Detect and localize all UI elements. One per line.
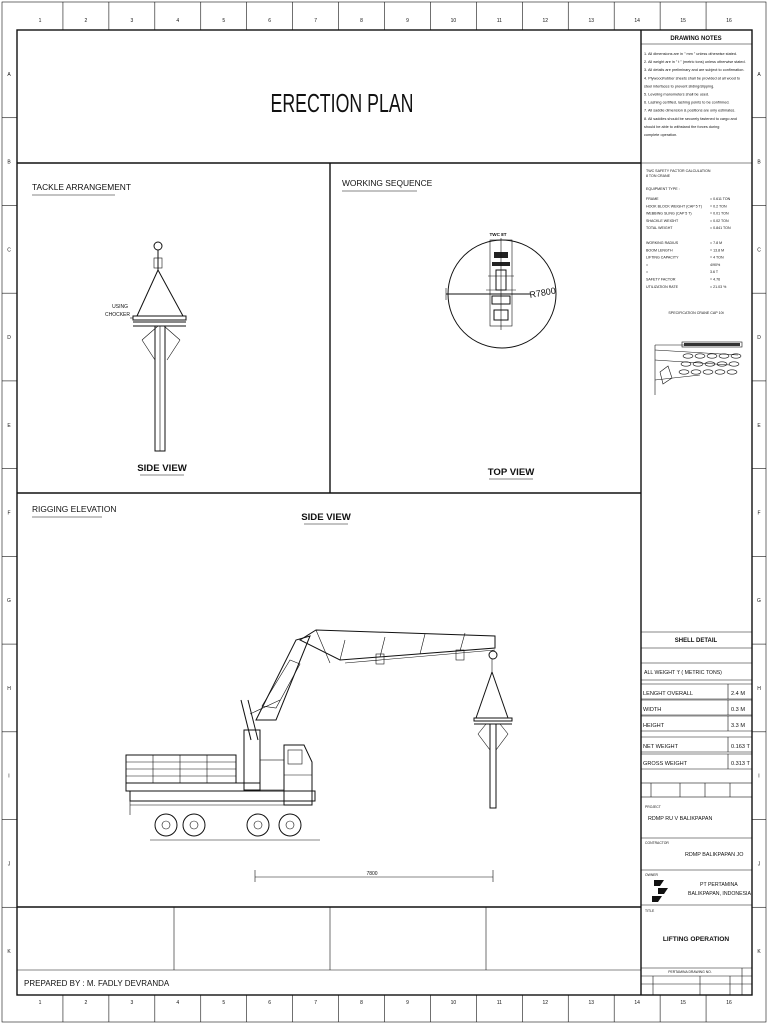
calc-row-value: = 13.8 M [710,248,725,253]
note-line: 8. All saddles should be securely fastened to cargo and [644,116,737,121]
note-line: should be able to withstand the forces during [644,124,720,129]
grid-column-label: 1 [38,18,42,24]
working-heading: WORKING SEQUENCE [342,178,433,188]
grid-row-label: D [757,335,761,342]
grid-column-label: 8 [360,18,363,24]
calc-row-label: HOOK BLOCK WEIGHT (CAP 5 T) [646,204,702,209]
shell-row-value: 3.3 M [731,723,745,729]
calc-row-value: = 0.01 TON [710,211,729,216]
grid-column-label: 15 [680,18,686,24]
calc-row-value: 4/90% [710,262,721,267]
owner-label: OWNER [645,873,658,877]
title-label: TITLE [645,909,655,913]
drawing-number-label: PERTAMINA DRAWING NO. [668,970,712,974]
calc-subheading: 8 TON CRANE [646,174,671,178]
grid-row-label: I [8,773,10,780]
contractor-value: RDMP BALIKPAPAN JO [685,852,744,858]
tackle-heading: TACKLE ARRANGEMENT [32,182,131,192]
calc-row-value: = 0.611 TON [710,197,731,201]
calc-heading: TWC SAFETY FACTOR CALCULATION [646,169,711,173]
grid-row-label: C [757,247,761,254]
calc-row-label: LIFTING CAPACITY [646,255,679,260]
calc-row-value: 3.6 T [710,270,719,275]
grid-column-label: 11 [496,1000,502,1006]
calc-row-value: = 7.8 M [710,241,723,245]
grid-row-label: G [757,598,761,605]
grid-column-label: 3 [130,1000,134,1006]
shell-heading: SHELL DETAIL [674,638,718,644]
grid-rows-right [752,72,766,955]
grid-rows-left [2,72,17,955]
crane-truck-drawing [126,630,512,840]
rigging-view-label: SIDE VIEW [301,512,351,523]
calc-row-label: SHACKLE WEIGHT [646,218,679,223]
grid-columns-top [39,2,732,30]
shell-table [641,684,752,769]
note-line: complete operation. [644,133,678,137]
grid-column-label: 12 [542,18,549,24]
working-twc-label: TWC 8T [489,232,507,237]
grid-column-label: 14 [634,1000,640,1006]
grid-row-label: I [758,773,760,780]
grid-row-label: K [7,949,11,956]
calc-row-value: = 4 TON [710,255,724,260]
calc-table [646,197,731,289]
note-line: 3. All details are preliminary and are subject to confirmation. [644,68,745,73]
crane-capacity-chart [655,342,742,395]
title-value: LIFTING OPERATION [662,936,730,943]
project-value: RDMP RU V BALIKPAPAN [648,816,713,822]
revision-strip [641,783,752,797]
grid-column-label: 8 [360,1000,363,1006]
calc-equipment-label: EQUIPMENT TYPE : [646,187,680,191]
tackle-view-label: SIDE VIEW [137,463,187,474]
grid-column-label: 1 [38,1000,42,1006]
shell-row-label: NET WEIGHT [643,744,679,750]
calc-row-value: = 0.02 TON [710,218,729,223]
inner-border [17,30,752,995]
contractor-label: CONTRACTOR [645,841,669,845]
calc-row-label: WORKING RADIUS [646,241,679,245]
prepared-by: PREPARED BY : M. FADLY DEVRANDA [24,979,170,988]
calc-row-value: = 21.03 % [710,284,727,289]
grid-column-label: 7 [314,18,317,24]
note-line: 2. All weight are in " t " (metric tons) unless otherwise stated. [644,60,746,65]
grid-column-label: 4 [176,18,180,24]
grid-row-label: H [7,685,11,692]
tackle-using-label: USING [112,304,128,310]
grid-row-label: E [757,422,761,429]
shell-row-label: LENGHT OVERALL [643,691,693,697]
shell-row-value: 0.163 T [731,744,750,750]
calc-row-value: = 4.76 [710,277,721,282]
shell-row-label: WIDTH [643,707,662,713]
crane-spec-label: SPECIFICATION CRANE CAP 10t [668,311,724,315]
grid-column-label: 14 [634,18,640,24]
calc-row-value: = 0.841 TON [710,226,731,231]
grid-column-label: 7 [314,1000,317,1006]
calc-row-label: FRAME [646,197,659,201]
pertamina-logo-icon [652,880,668,902]
grid-column-label: 16 [726,18,732,24]
rigging-heading: RIGGING ELEVATION [32,504,117,514]
grid-row-label: G [7,598,11,605]
owner-name: PT PERTAMINA [700,882,738,888]
grid-column-label: 5 [222,1000,226,1006]
grid-row-label: B [7,159,11,166]
grid-row-label: A [7,71,11,78]
grid-column-label: 3 [130,18,134,24]
grid-row-label: C [7,247,11,254]
drawing-title: ERECTION PLAN [270,88,414,118]
calc-row-label: BOOM LENGTH [646,248,673,253]
working-view-label: TOP VIEW [487,467,535,478]
project-label: PROJECT [645,805,661,809]
outer-border [2,2,766,1022]
calc-row-label: TOTAL WEIGHT [646,226,673,231]
grid-row-label: A [757,71,761,78]
grid-column-label: 16 [726,1000,732,1006]
owner-location: BALIKPAPAN, INDONESIA [688,891,751,897]
grid-row-label: H [757,685,761,692]
grid-columns-bottom [39,995,732,1022]
shell-row-value: 0.313 T [731,761,750,767]
tackle-side-view-drawing [130,242,186,451]
note-line: 5. Leveling manometers shall be used. [644,92,710,97]
grid-column-label: 4 [176,1000,180,1006]
calc-row-label: UTILIZATION RATE [646,284,679,289]
calc-row-value: = 0.2 TON [710,204,727,209]
shell-row-value: 2.4 M [731,691,745,697]
working-radius-label: R7800 [528,285,557,300]
note-line: 1. All dimensions are in " mm " unless otherwise stated. [644,52,738,56]
calc-row-label: WEBBING SLING (CAP 5 T) [646,211,692,216]
grid-row-label: F [757,510,761,517]
grid-column-label: 10 [450,18,457,24]
calc-row-label: = [646,262,649,267]
grid-row-label: J [7,861,11,868]
tackle-choker-label: CHOCKER [104,312,130,318]
grid-column-label: 9 [406,18,409,24]
shell-row-label: HEIGHT [643,723,665,729]
notes-list [644,52,746,137]
grid-row-label: J [757,861,761,868]
grid-column-label: 2 [84,1000,88,1006]
notes-heading: DRAWING NOTES [670,36,722,42]
grid-column-label: 11 [496,18,502,24]
note-line: 7. All saddle dimension & positions are only estimates. [644,108,736,113]
grid-row-label: D [7,335,11,342]
note-line: steel interfaces to prevent sliding/slipping. [644,84,715,89]
grid-column-label: 6 [268,1000,272,1006]
grid-column-label: 15 [680,1000,686,1006]
shell-row-value: 0.3 M [731,707,745,713]
calc-row-label: SAFETY FACTOR [646,277,676,282]
grid-column-label: 5 [222,18,226,24]
calc-row-label: = [646,270,649,275]
grid-row-label: F [7,510,11,517]
grid-column-label: 10 [450,1000,457,1006]
grid-column-label: 13 [588,18,594,24]
grid-column-label: 6 [268,18,272,24]
grid-column-label: 2 [84,18,88,24]
grid-row-label: E [7,422,11,429]
grid-column-label: 9 [406,1000,409,1006]
rigging-dimension-value: 7800 [366,871,378,877]
grid-column-label: 12 [542,1000,549,1006]
shell-row-label: GROSS WEIGHT [643,761,688,767]
note-line: 4. Plywood/rubber sheets shall be provided at all wood to [644,76,741,81]
shell-units: ALL WEIGHT 't' ( METRIC TONS) [644,670,722,676]
grid-column-label: 13 [588,1000,594,1006]
note-line: 6. Lashing certified, lashing points to be confirmed. [644,100,730,105]
grid-row-label: B [757,159,761,166]
grid-row-label: K [757,949,761,956]
